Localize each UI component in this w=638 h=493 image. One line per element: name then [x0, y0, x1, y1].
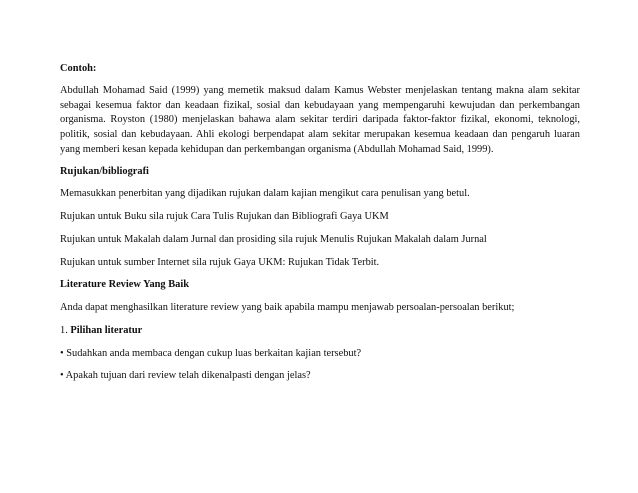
rujukan-heading: Rujukan/bibliografi	[60, 165, 149, 177]
literature-heading: Literature Review Yang Baik	[60, 279, 190, 291]
bullet-item-2: • Apakah tujuan dari review telah dikenalpasti dengan jelas?	[60, 370, 311, 382]
rujukan-line-2: Rujukan untuk Buku sila rujuk Cara Tulis Rujukan dan Bibliografi Gaya UKM	[60, 211, 389, 223]
contoh-paragraph: Abdullah Mohamad Said (1999) yang memetik maksud dalam Kamus Webster menjelaskan tentang makna alam sekitar sebagai kesemua faktor dan keadaan fizikal, sosial dan kebudayaan yang mempengaruhi kewujudan dan perkembangan organisma. Royston (1980) menjelaskan bahawa alam sekitar terdiri daripada faktor-faktor fizikal, ekonomi, teknologi, politik, sosial dan kebudayaan. Ahli ekologi berpendapat alam sekitar merupakan kesemua keadaan dan pengaruh luaran yang memberi kesan kepada kehidupan dan perkembangan organisma (Abdullah Mohamad Said, 1999).	[60, 84, 580, 155]
contoh-heading: Contoh:	[60, 63, 97, 74]
literature-intro: Anda dapat menghasilkan literature review yang baik apabila mampu menjawab persoalan-persoalan berikut;	[60, 302, 515, 314]
document-page	[60, 62, 580, 384]
rujukan-line-4: Rujukan untuk sumber Internet sila rujuk Gaya UKM: Rujukan Tidak Terbit.	[60, 256, 380, 268]
rujukan-line-3: Rujukan untuk Makalah dalam Jurnal dan prosiding sila rujuk Menulis Rujukan Makalah dalam Jurnal	[60, 233, 487, 245]
section-1-title: Pilihan literatur	[70, 324, 143, 336]
bullet-item-1: • Sudahkan anda membaca dengan cukup luas berkaitan kajian tersebut?	[60, 347, 362, 359]
section-1-number: 1.	[60, 324, 68, 336]
section-1-heading	[60, 324, 580, 339]
rujukan-line-1: Memasukkan penerbitan yang dijadikan rujukan dalam kajian mengikut cara penulisan yang betul.	[60, 188, 470, 200]
